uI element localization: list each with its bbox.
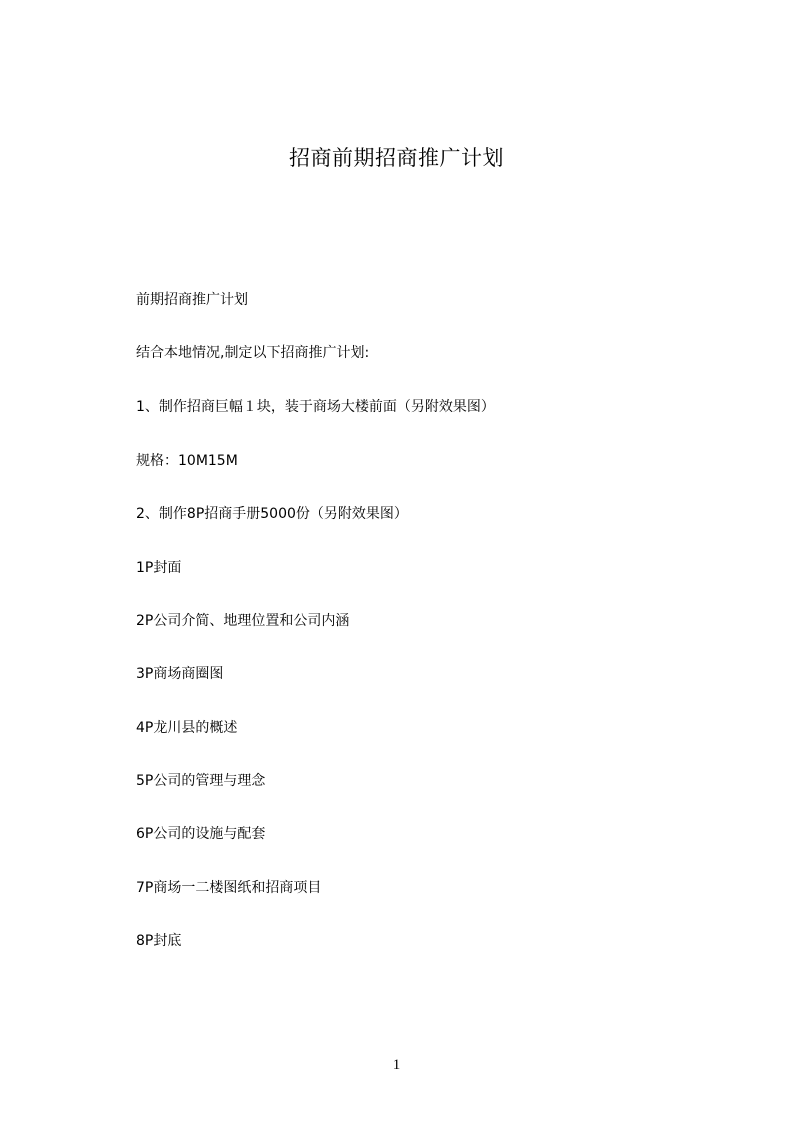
body-line-intro: 结合本地情况,制定以下招商推广计划:: [136, 345, 370, 361]
body-line-page-4p: 4P龙川县的概述: [136, 720, 238, 736]
body-line-spec: 规格：10M15M: [136, 453, 238, 469]
body-line-heading: 前期招商推广计划: [136, 292, 248, 308]
body-line-page-8p: 8P封底: [136, 933, 182, 949]
body-line-page-3p: 3P商场商圈图: [136, 666, 224, 682]
body-line-page-6p: 6P公司的设施与配套: [136, 826, 266, 842]
body-line-page-5p: 5P公司的管理与理念: [136, 773, 266, 789]
body-line-item-1: 1、制作招商巨幅１块，装于商场大楼前面（另附效果图）: [136, 399, 495, 415]
body-line-page-2p: 2P公司介简、地理位置和公司内涵: [136, 613, 350, 629]
document-title: 招商前期招商推广计划: [289, 146, 504, 170]
page-number: 1: [392, 1057, 401, 1073]
body-line-item-2: 2、制作8P招商手册5000份（另附效果图）: [136, 506, 408, 522]
body-line-page-1p: 1P封面: [136, 560, 182, 576]
body-line-page-7p: 7P商场一二楼图纸和招商项目: [136, 880, 322, 896]
